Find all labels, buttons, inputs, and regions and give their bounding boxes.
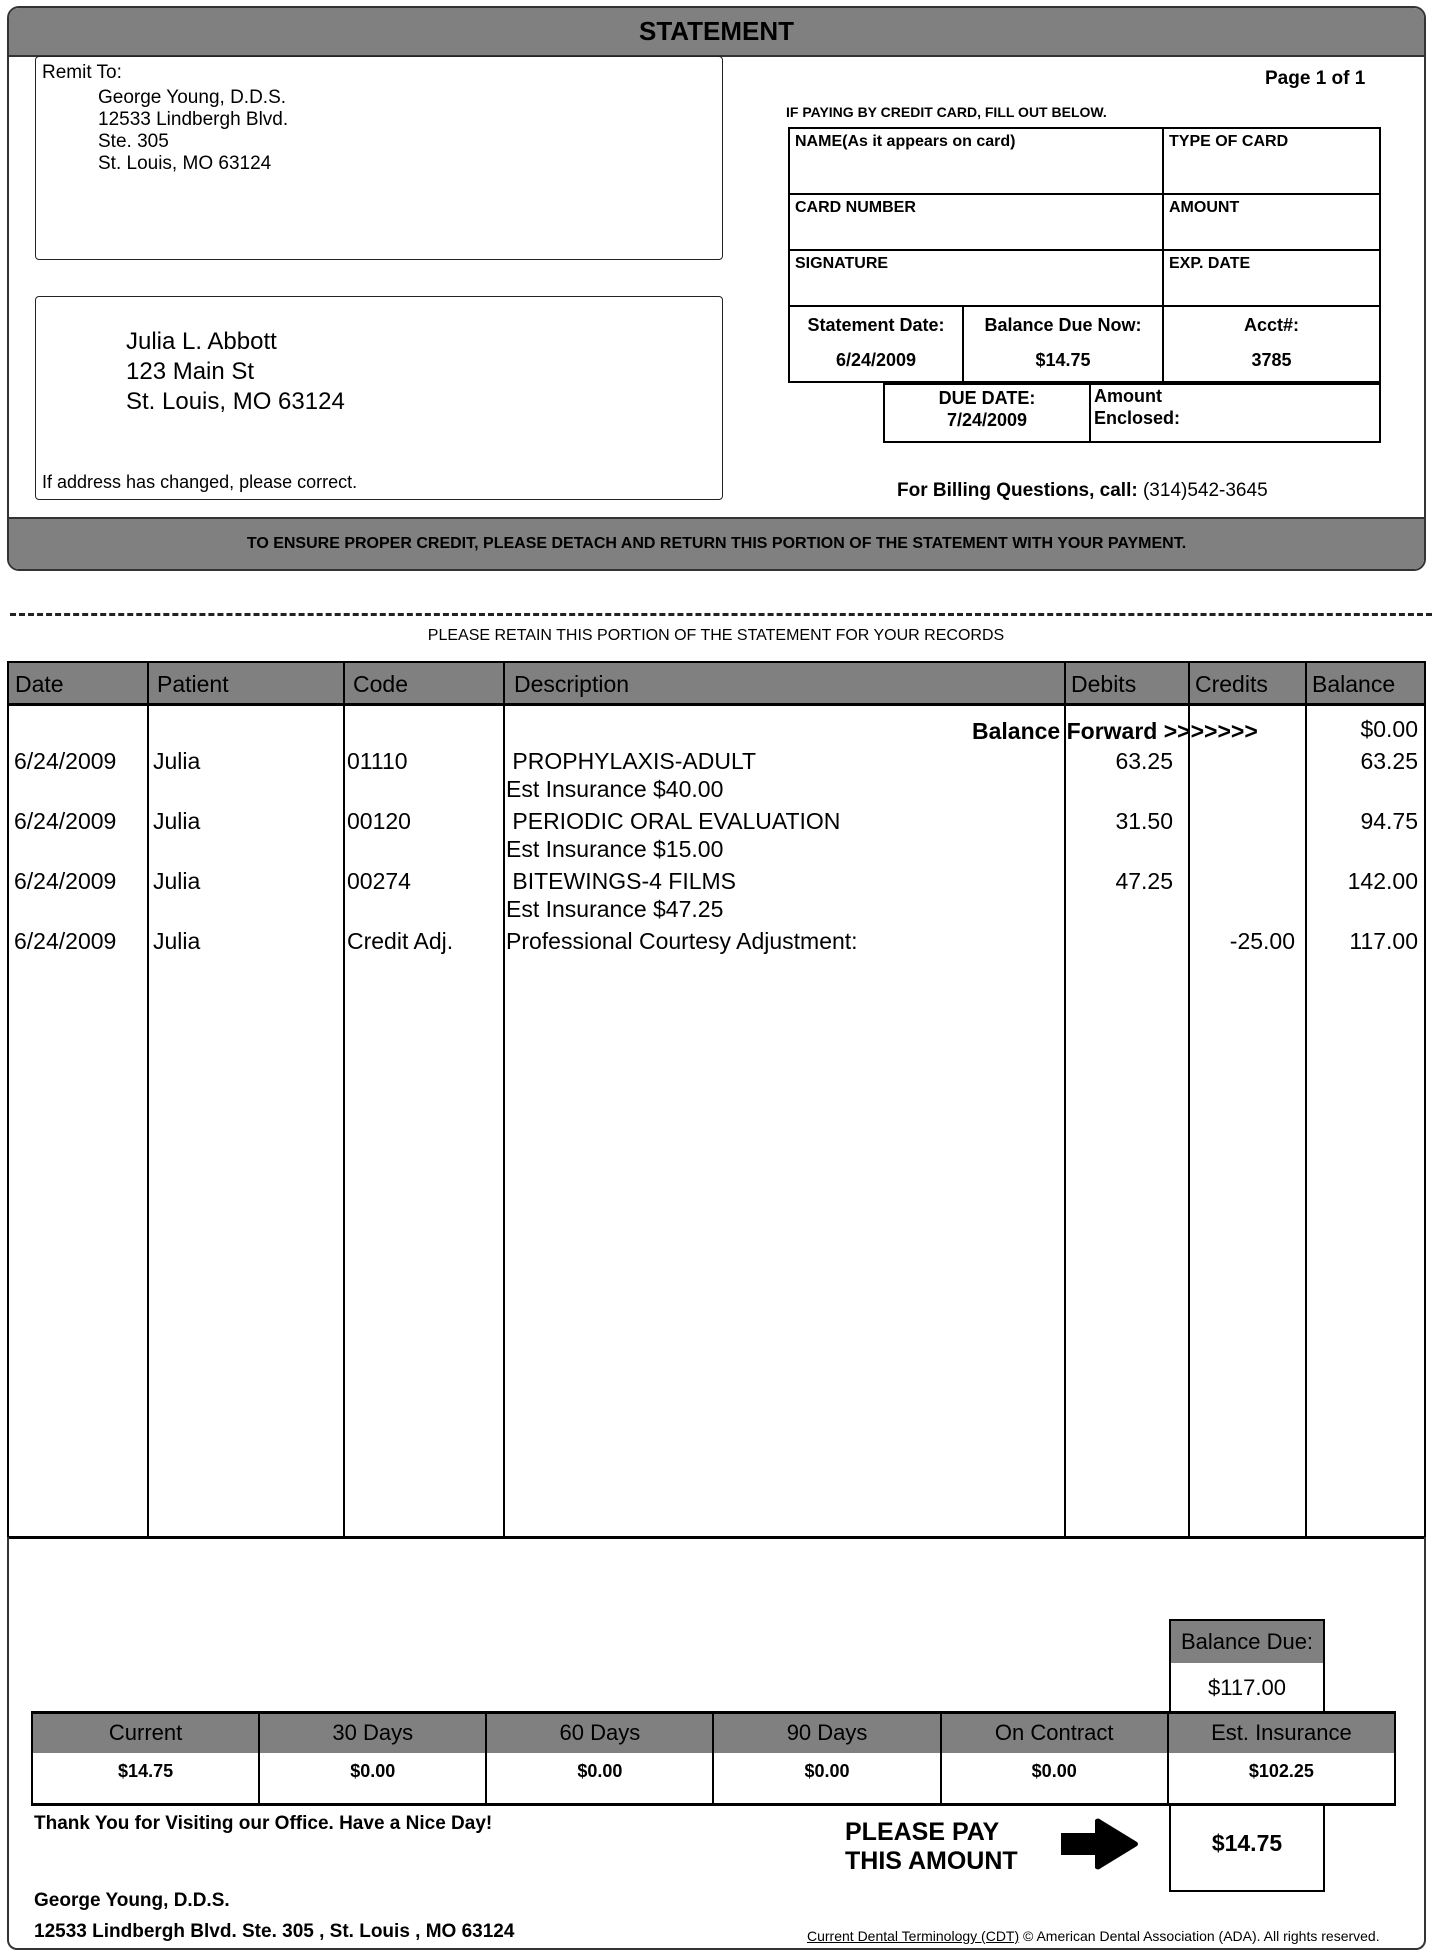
aging-value-60: $0.00 — [486, 1753, 713, 1805]
row-patient: Julia — [153, 868, 201, 894]
balance-due-value: $117.00 — [1208, 1675, 1286, 1700]
statement-date: 6/24/2009 — [835, 350, 917, 370]
billing-questions — [897, 480, 1268, 502]
copyright-text: © American Dental Association (ADA). All rights reserved. — [1019, 1928, 1380, 1944]
balance-due-now-label: Balance Due Now: — [984, 315, 1142, 335]
row-code: 00120 — [347, 808, 411, 834]
card-number-field[interactable] — [789, 194, 1163, 250]
row-insurance-note: Est Insurance $40.00 — [506, 776, 724, 802]
row-insurance-note: Est Insurance $15.00 — [506, 836, 724, 862]
row-debit: 47.25 — [1115, 868, 1173, 894]
right-arrow-icon — [1061, 1818, 1139, 1870]
row-balance: 94.75 — [1360, 808, 1418, 834]
row-code: 01110 — [347, 748, 408, 774]
amount-enclosed-label-2: Enclosed: — [1094, 408, 1181, 428]
transactions-header — [9, 663, 1424, 706]
remit-line: St. Louis, MO 63124 — [98, 153, 272, 174]
amount-enclosed-label: Amount — [1094, 386, 1162, 406]
card-type-field[interactable] — [1163, 128, 1380, 194]
card-number-label: CARD NUMBER — [795, 199, 916, 216]
perforation-line — [10, 613, 1432, 616]
account-number: 3785 — [1251, 350, 1292, 370]
balance-due-now-cell — [963, 306, 1163, 382]
aging-value-contract: $0.00 — [941, 1753, 1168, 1805]
aging-value-current: $14.75 — [32, 1753, 259, 1805]
aging-table — [31, 1711, 1396, 1806]
row-patient: Julia — [153, 928, 201, 954]
address-change-note: If address has changed, please correct. — [42, 472, 358, 492]
aging-value-90: $0.00 — [713, 1753, 940, 1805]
aging-header-contract: On Contract — [941, 1713, 1168, 1753]
aging-header-90: 90 Days — [713, 1713, 940, 1753]
due-date: 7/24/2009 — [946, 410, 1028, 430]
balance-due-box — [1169, 1619, 1325, 1713]
aging-header-30: 30 Days — [259, 1713, 486, 1753]
remit-line: 12533 Lindbergh Blvd. — [98, 109, 289, 130]
card-amount-field[interactable] — [1163, 194, 1380, 250]
amount-enclosed-field[interactable] — [1090, 384, 1380, 442]
balance-forward-label: Balance Forward >>>>>>> — [972, 718, 1258, 744]
aging-header-current: Current — [32, 1713, 259, 1753]
column-header-description: Description — [514, 671, 630, 697]
balance-due-label: Balance Due: — [1171, 1621, 1323, 1663]
transactions-table — [7, 661, 1426, 1537]
card-type-label: TYPE OF CARD — [1169, 133, 1289, 150]
card-amount-label: AMOUNT — [1169, 199, 1240, 216]
doctor-name: George Young, D.D.S. — [34, 1890, 230, 1911]
balance-due-now: $14.75 — [1035, 350, 1091, 370]
please-pay-line-1: PLEASE PAY — [845, 1818, 1000, 1846]
statement-title: STATEMENT — [9, 8, 1424, 57]
remit-line: Ste. 305 — [98, 131, 169, 152]
patient-address-box — [35, 296, 723, 500]
account-cell — [1163, 306, 1380, 382]
column-header-date: Date — [15, 671, 64, 697]
billing-label: For Billing Questions, call: — [897, 480, 1138, 501]
statement-date-label: Statement Date: — [807, 315, 945, 335]
column-header-debits: Debits — [1071, 671, 1137, 697]
row-debit: 63.25 — [1115, 748, 1173, 774]
row-balance: 117.00 — [1349, 928, 1418, 954]
column-header-balance: Balance — [1312, 671, 1396, 697]
row-description: PROPHYLAXIS-ADULT — [506, 748, 757, 774]
card-signature-label: SIGNATURE — [795, 255, 889, 272]
copyright-notice — [807, 1928, 1380, 1944]
row-patient: Julia — [153, 808, 201, 834]
column-header-patient: Patient — [157, 671, 229, 697]
row-description: Professional Courtesy Adjustment: — [506, 928, 858, 954]
due-date-label: DUE DATE: — [938, 388, 1036, 408]
column-divider — [1064, 663, 1066, 1539]
patient-address — [126, 327, 345, 417]
account-label: Acct#: — [1243, 315, 1300, 335]
remit-to-label: Remit To: — [42, 62, 122, 83]
doctor-address: 12533 Lindbergh Blvd. Ste. 305 , St. Louis , MO 63124 — [34, 1921, 515, 1942]
balance-forward-value: $0.00 — [1360, 716, 1418, 742]
billing-phone: (314)542-3645 — [1142, 480, 1268, 501]
statement-date-cell — [789, 306, 963, 382]
retain-note: PLEASE RETAIN THIS PORTION OF THE STATEMENT FOR YOUR RECORDS — [427, 627, 1005, 644]
row-date: 6/24/2009 — [14, 748, 117, 774]
credit-card-instruction: IF PAYING BY CREDIT CARD, FILL OUT BELOW. — [786, 104, 1107, 120]
row-description: BITEWINGS-4 FILMS — [506, 868, 737, 894]
column-divider — [343, 663, 345, 1539]
row-patient: Julia — [153, 748, 201, 774]
remit-to-box — [35, 56, 723, 260]
column-divider — [1305, 663, 1307, 1539]
row-date: 6/24/2009 — [14, 808, 117, 834]
row-credit: -25.00 — [1229, 928, 1295, 954]
aging-value-insurance: $102.25 — [1168, 1753, 1395, 1805]
row-date: 6/24/2009 — [14, 928, 117, 954]
statement-info — [788, 305, 1381, 383]
pay-amount: $14.75 — [1211, 1830, 1283, 1856]
card-name-label: NAME(As it appears on card) — [795, 133, 1016, 150]
column-header-credits: Credits — [1195, 671, 1268, 697]
row-description: PERIODIC ORAL EVALUATION — [506, 808, 841, 834]
page-number: Page 1 of 1 — [1265, 68, 1366, 89]
patient-name: Julia L. Abbott — [126, 328, 277, 355]
patient-city: St. Louis, MO 63124 — [126, 388, 345, 415]
due-date-cell — [884, 384, 1090, 442]
credit-card-form — [788, 127, 1381, 307]
due-date-table — [883, 383, 1381, 443]
row-insurance-note: Est Insurance $47.25 — [506, 896, 724, 922]
remit-line: George Young, D.D.S. — [98, 87, 287, 108]
aging-value-30: $0.00 — [259, 1753, 486, 1805]
card-exp-field[interactable] — [1163, 250, 1380, 306]
detach-instruction: TO ENSURE PROPER CREDIT, PLEASE DETACH AND RETURN THIS PORTION OF THE STATEMENT WITH YOUR PAYMENT. — [9, 517, 1424, 569]
column-divider — [147, 663, 149, 1539]
row-debit: 31.50 — [1115, 808, 1173, 834]
please-pay-line-2: THIS AMOUNT — [845, 1847, 1018, 1875]
patient-street: 123 Main St — [126, 358, 255, 385]
row-balance: 63.25 — [1360, 748, 1418, 774]
card-exp-label: EXP. DATE — [1169, 255, 1251, 272]
column-divider — [1188, 663, 1190, 1539]
row-code: Credit Adj. — [347, 928, 454, 954]
card-signature-field[interactable] — [789, 250, 1163, 306]
please-pay-label — [845, 1818, 1018, 1876]
cdt-link[interactable]: Current Dental Terminology (CDT) — [807, 1928, 1020, 1944]
row-balance: 142.00 — [1347, 868, 1418, 894]
column-divider — [503, 663, 505, 1539]
row-date: 6/24/2009 — [14, 868, 117, 894]
card-name-field[interactable] — [789, 128, 1163, 194]
column-header-code: Code — [353, 671, 408, 697]
aging-header-60: 60 Days — [486, 1713, 713, 1753]
row-code: 00274 — [347, 868, 411, 894]
pay-amount-box — [1169, 1803, 1325, 1892]
aging-header-insurance: Est. Insurance — [1168, 1713, 1395, 1753]
remit-address — [98, 87, 288, 175]
thank-you-message: Thank You for Visiting our Office. Have a Nice Day! — [34, 1813, 493, 1834]
